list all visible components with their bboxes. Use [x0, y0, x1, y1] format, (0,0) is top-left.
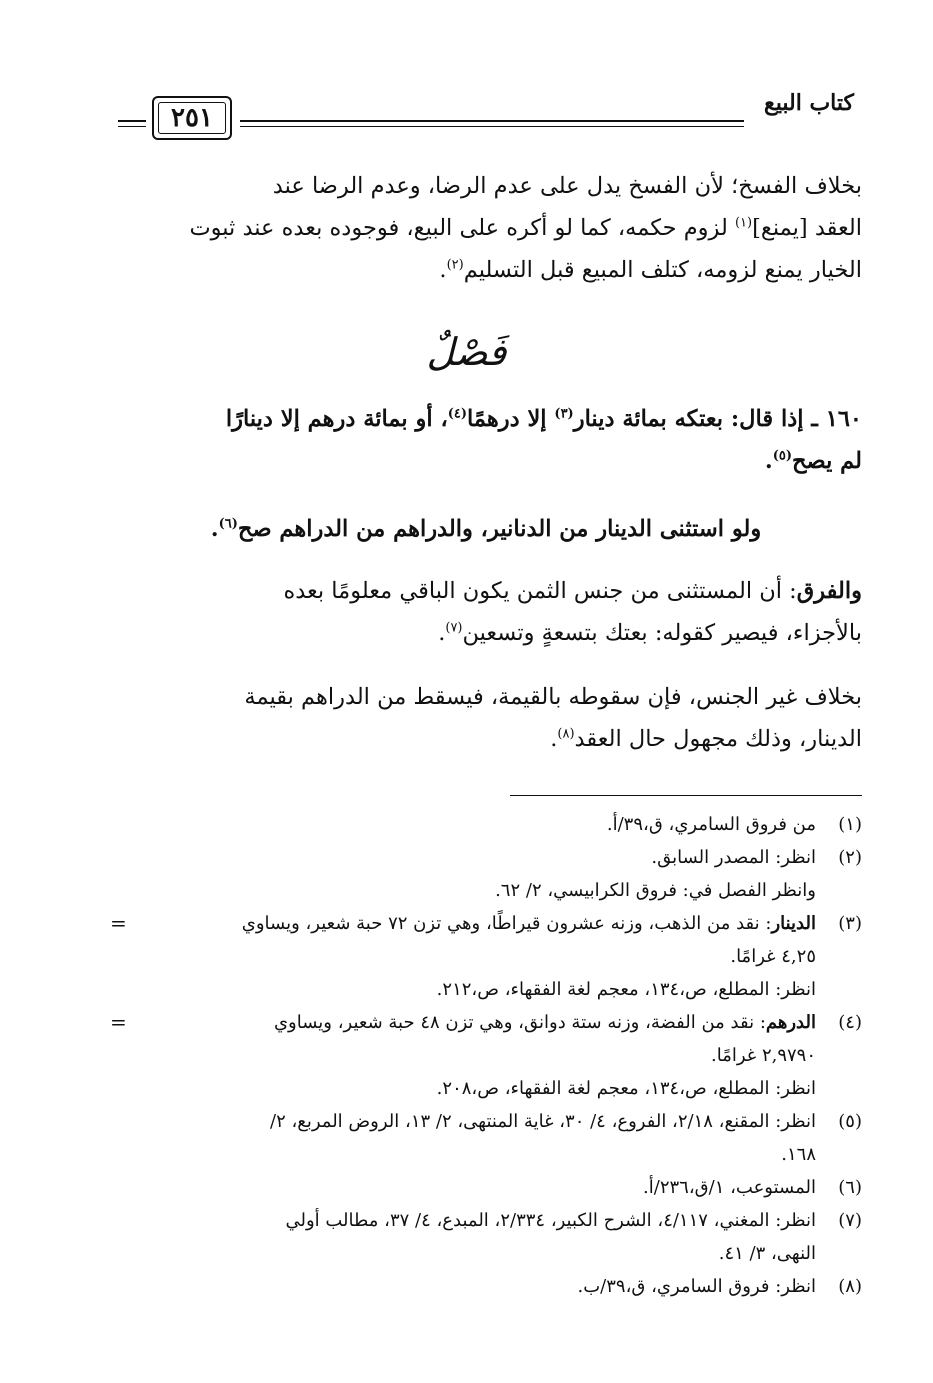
- section-title: فَصْلٌ: [426, 330, 507, 374]
- footnote-mark: (٧): [838, 1210, 862, 1231]
- footnote-mark: (٦): [838, 1177, 862, 1198]
- footnote-mark: (٤): [838, 1012, 862, 1033]
- paragraph-exception: ولو استثنى الدينار من الدنانير، والدراهم من الدراهم صح$^{(٦)}$.: [210, 516, 762, 542]
- footnote-4-continued: انظر: المطلع، ص،١٣٤، معجم لغة الفقهاء، ص،٢٠٨.: [436, 1078, 816, 1099]
- header-rule: [118, 120, 146, 122]
- footnotes: [110, 808, 862, 1303]
- footnote-mark: (٢): [838, 847, 862, 868]
- page-number: ٢٥١: [171, 103, 213, 133]
- footnote-6: (٦) المستوعب، ١/ق،٢٣٦/أ.: [110, 1171, 862, 1204]
- footnote-ref: (١): [734, 215, 753, 231]
- header-rule: [240, 126, 744, 127]
- paragraph-intro: [110, 165, 862, 291]
- footnote-5: (٥) انظر: المقنع، ٢/١٨، الفروع، ٤/ ٣٠، غاية المنتهى، ٢/ ١٣، الروض المربع، ٢/: [110, 1105, 862, 1138]
- item-number: ١٦٠ ـ: [811, 406, 862, 432]
- header-rule: [118, 126, 146, 127]
- footnote-term: الدرهم: [765, 1012, 816, 1033]
- footnote-7-line2: النهى، ٣/ ٤١.: [718, 1243, 816, 1264]
- footnote-separator: [510, 795, 862, 796]
- footnote-4: (٤) = الدرهم: نقد من الفضة، وزنه ستة دوانق، وهي تزن ٤٨ حبة شعير، ويساوي: [110, 1006, 862, 1039]
- footnote-3: (٣) = الدينار: نقد من الذهب، وزنه عشرون قيراطًا، وهي تزن ٧٢ حبة شعير، ويساوي: [110, 907, 862, 940]
- text-line: العقد [يمنع]$^{(١)}$ لزوم حكمه، كما لو أكره على البيع، فوجوده بعده عند ثبوت: [189, 215, 862, 241]
- footnote-8: (٨) انظر: فروق السامري، ق،٣٩/ب.: [110, 1270, 862, 1303]
- paragraph-last: [110, 676, 862, 760]
- footnote-2: (٢) انظر: المصدر السابق.: [110, 841, 862, 874]
- text-line: بخلاف الفسخ؛ لأن الفسخ يدل على عدم الرضا، وعدم الرضا عند: [272, 173, 862, 199]
- footnote-mark: (٨): [838, 1276, 862, 1297]
- footnote-7: (٧) انظر: المغني، ٤/١١٧، الشرح الكبير، ٢/٣٣٤، المبدع، ٤/ ٣٧، مطالب أولي: [110, 1204, 862, 1237]
- footnote-mark: (١): [838, 814, 862, 835]
- text-line: بالأجزاء، فيصير كقوله: بعتك بتسعةٍ وتسعين$^{(٧)}$.: [438, 620, 862, 646]
- text-line: بخلاف غير الجنس، فإن سقوطه بالقيمة، فيسقط من الدراهم بقيمة: [244, 684, 862, 710]
- paragraph-difference: [110, 570, 862, 654]
- text-line: الخيار يمنع لزومه، كتلف المبيع قبل التسليم$^{(٢)}$.: [439, 257, 862, 283]
- header-rule: [240, 120, 744, 122]
- footnote-ref: (٢): [446, 257, 464, 273]
- text-line: لم يصح$^{(٥)}$.: [764, 448, 862, 474]
- footnote-2-continued: وانظر الفصل في: فروق الكرابيسي، ٢/ ٦٢.: [495, 880, 816, 901]
- footnote-mark: (٥): [838, 1111, 862, 1132]
- book-title: كتاب البيع: [764, 90, 854, 116]
- footnote-mark: (٣): [838, 913, 862, 934]
- page-number-frame: [152, 96, 232, 140]
- footnote-ref: (٤): [447, 406, 468, 422]
- page-header: [118, 82, 854, 142]
- footnote-5-line2: ١٦٨.: [781, 1144, 816, 1165]
- item-160: [110, 398, 862, 482]
- footnote-3-continued: انظر: المطلع، ص،١٣٤، معجم لغة الفقهاء، ص،٢١٢.: [436, 979, 816, 1000]
- footnote-term: الدينار: [771, 913, 816, 934]
- footnote-ref: (٦): [218, 516, 238, 532]
- continuation-sign: =: [110, 1010, 127, 1034]
- difference-label: والفرق: [796, 578, 862, 604]
- footnote-ref: (٥): [772, 448, 793, 464]
- continuation-sign: =: [110, 911, 127, 935]
- footnote-ref: (٨): [557, 726, 575, 742]
- text-line: والفرق: أن المستثنى من جنس الثمن يكون الباقي معلومًا بعده: [283, 578, 862, 604]
- text-line: الدينار، وذلك مجهول حال العقد$^{(٨)}$.: [550, 726, 862, 752]
- footnote-ref: (٧): [445, 620, 463, 636]
- footnote-ref: (٣): [554, 406, 574, 422]
- footnote-4-line2: ٢,٩٧٩٠ غرامًا.: [711, 1045, 816, 1066]
- footnote-3-line2: ٤,٢٥ غرامًا.: [730, 946, 816, 967]
- text-line: ١٦٠ ـ إذا قال: بعتكه بمائة دينار$^{(٣)}$ إلا درهمًا$^{(٤)}$، أو بمائة درهم إلا دينارًا: [225, 406, 862, 432]
- footnote-1: (١) من فروق السامري، ق،٣٩/أ.: [110, 808, 862, 841]
